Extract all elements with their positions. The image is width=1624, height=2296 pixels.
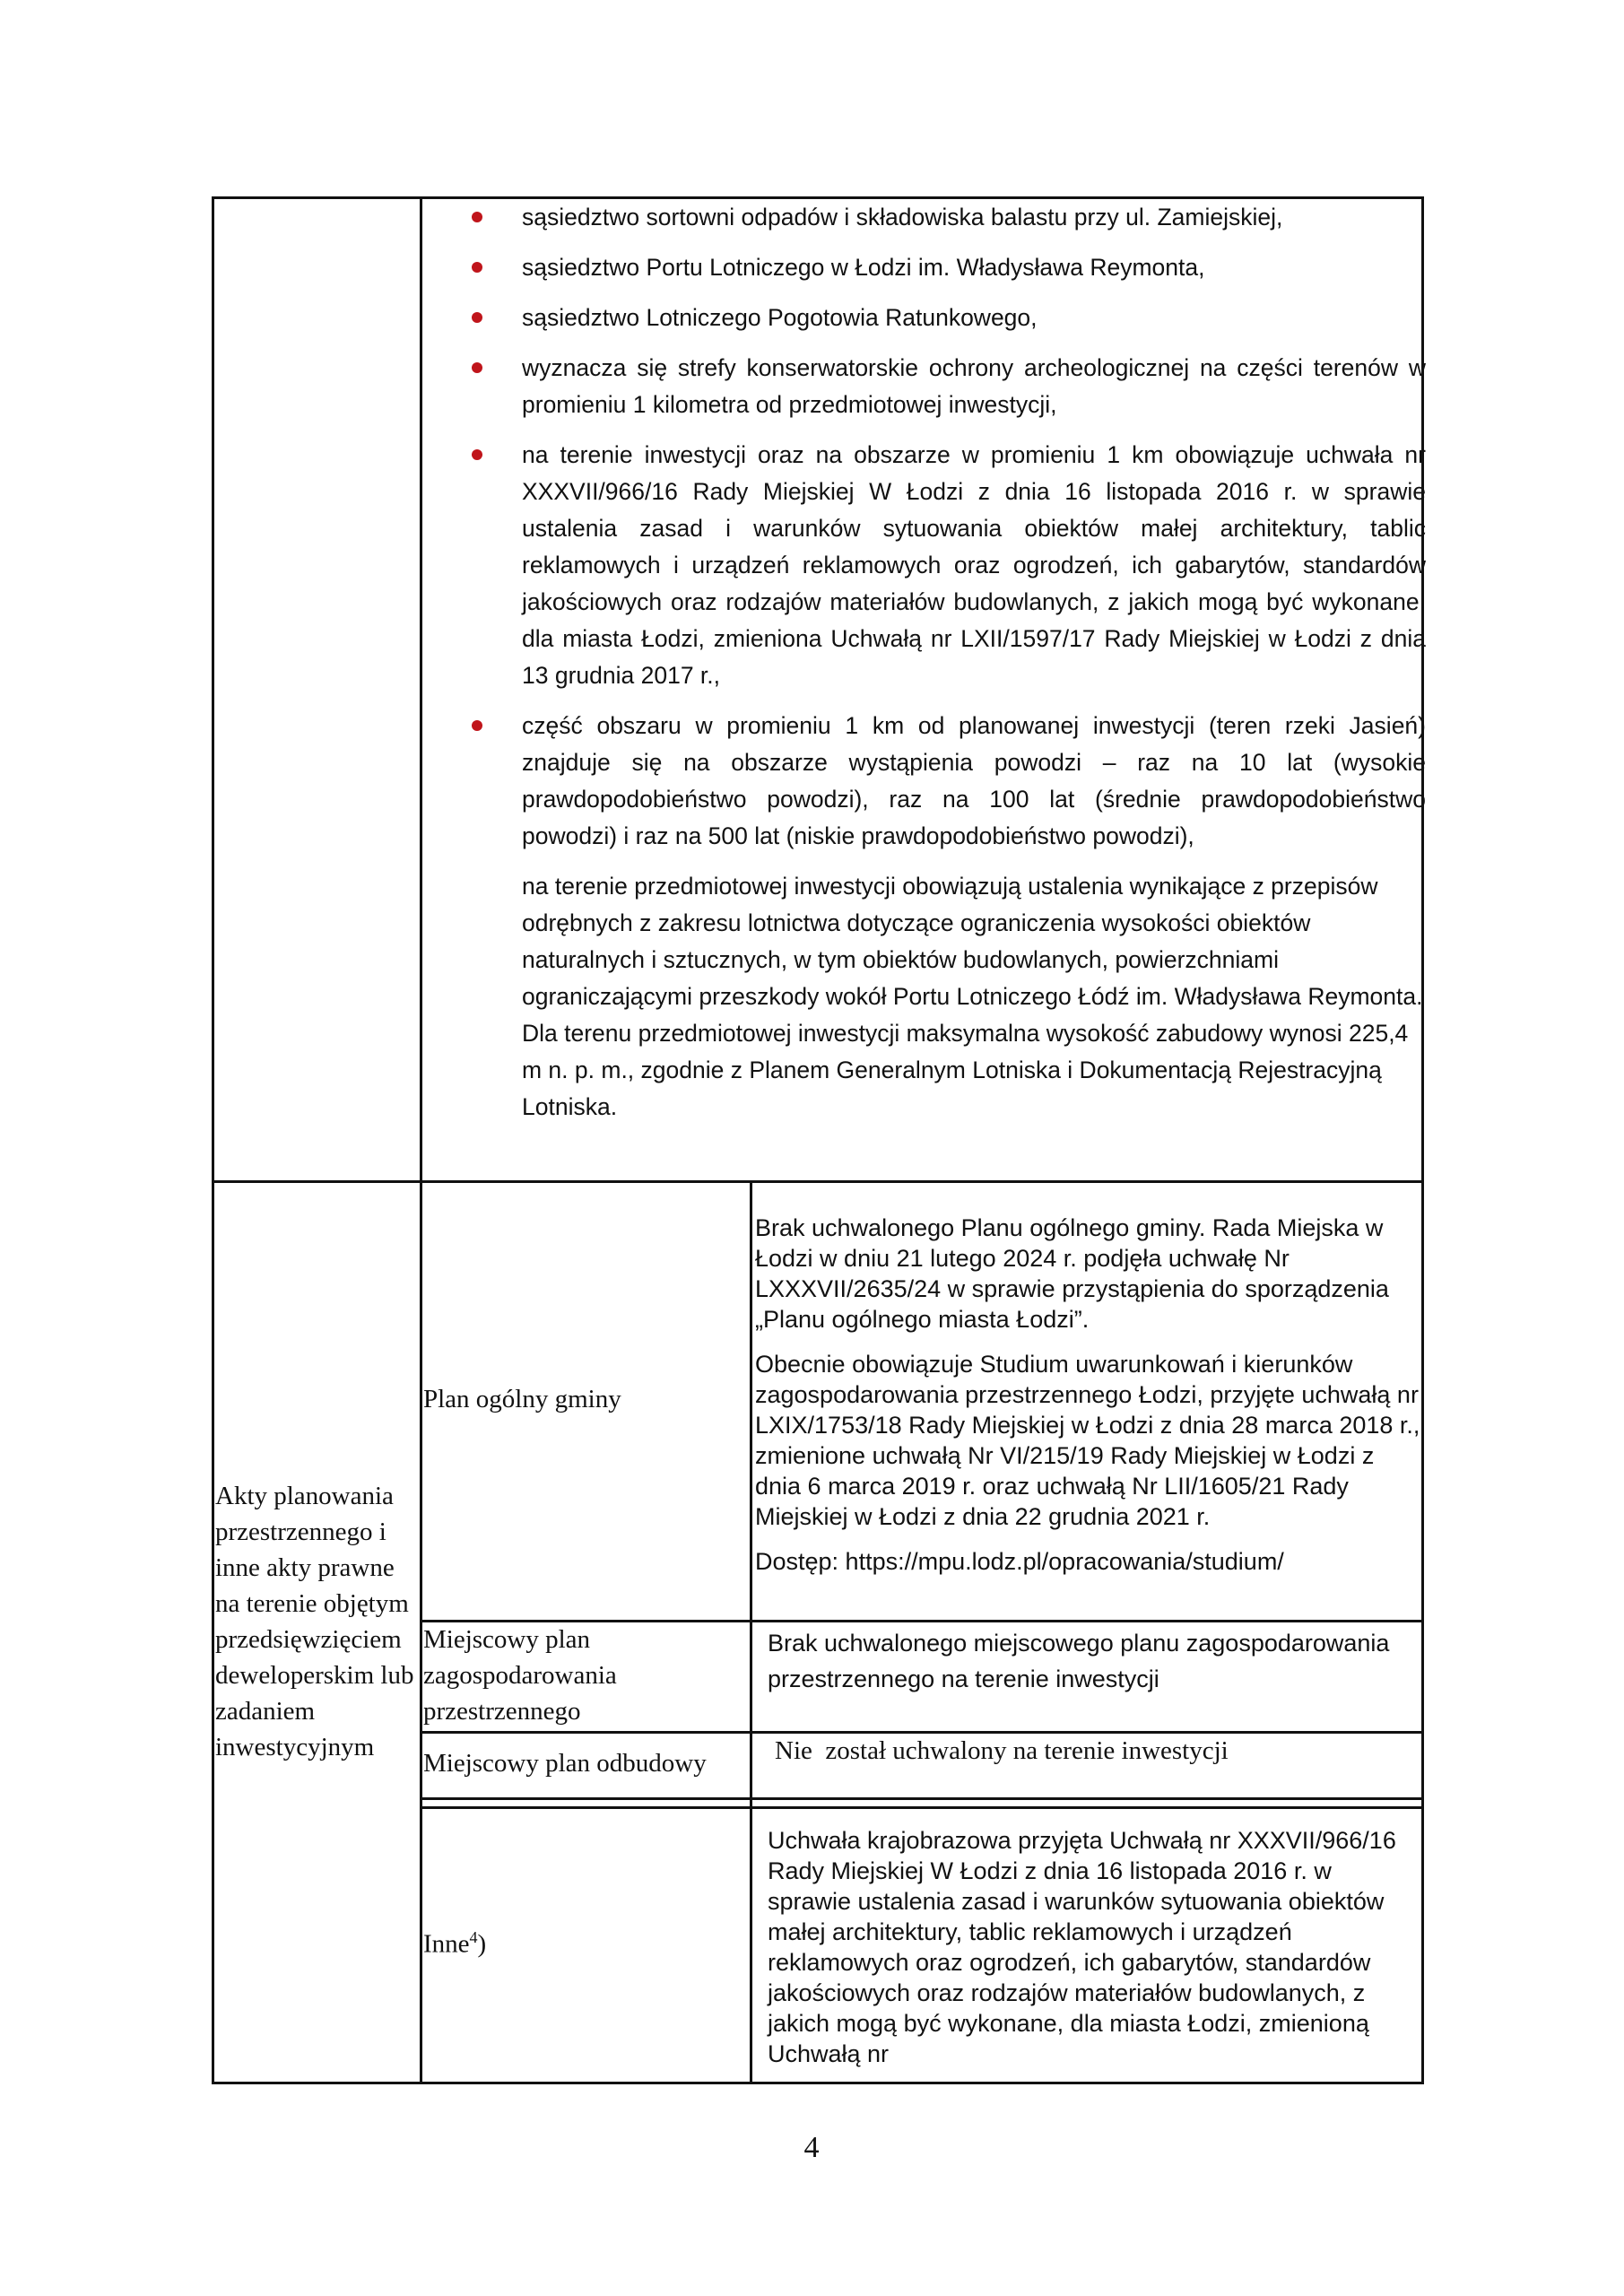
section-label: Akty planowania przestrzennego i inne akty prawne na terenie objętym przedsięwzięciem deweloperskim lub zadaniem inwestycyjnym [215,1482,414,1761]
list-item: sąsiedztwo Portu Lotniczego w Łodzi im. Władysława Reymonta, [421,249,1426,286]
row-divider-inne-top [420,1806,1424,1809]
page-number: 4 [803,2131,820,2164]
list-item: sąsiedztwo sortowni odpadów i składowiska balastu przy ul. Zamiejskiej, [421,199,1426,236]
table-left-border [212,196,214,2084]
table-bottom-border [212,2082,1424,2084]
list-item: sąsiedztwo Lotniczego Pogotowia Ratunkowego, [421,300,1426,336]
bullet-icon [472,362,482,373]
row-divider-top-section [212,1180,1424,1183]
plan-ogolny-text-2: Obecnie obowiązuje Studium uwarunkowań i kierunków zagospodarowania przestrzennego Łodzi, przyjęte uchwałą nr LXIX/1753/18 Rady Miejskiej w Łodzi z dnia 28 marca 2018 r., zmienione uchwałą Nr VI/215/19 Rady Miejskiej w Łodzi z dnia 6 marca 2019 r. oraz uchwałą Nr LII/1605/21 Rady Miejskiej w Łodzi z dnia 22 grudnia 2021 r. [755,1351,1420,1530]
bullet-icon [472,312,482,323]
miejscowy-plan-content: Brak uchwalonego miejscowego planu zagospodarowania przestrzennego na terenie inwestycji [768,1630,1390,1692]
bullet-icon [472,449,482,460]
row-divider-plan-odbudowy [420,1797,1424,1800]
column-divider-2 [750,1180,752,2084]
miejscowy-plan-label: Miejscowy plan zagospodarowania przestrzennego [423,1625,617,1726]
conditions-bullet-list [421,199,1426,1139]
list-item: na terenie inwestycji oraz na obszarze w promieniu 1 km obowiązuje uchwała nr XXXVII/966/16 Rady Miejskiej W Łodzi z dnia 16 listopada 2016 r. w sprawie ustalenia zasad i warunków sytuowania obiektów małej architektury, tablic reklamowych i urządzeń reklamowych oraz ogrodzeń, ich gabarytów, standardów jakościowych oraz rodzajów materiałów budowlanych, z jakich mogą być wykonane, dla miasta Łodzi, zmieniona Uchwałą nr LXII/1597/17 Rady Miejskiej w Łodzi z dnia 13 grudnia 2017 r., [421,437,1426,694]
bullet-icon [472,212,482,222]
plan-odbudowy-label: Miejscowy plan odbudowy [423,1749,707,1778]
list-item-no-bullet: na terenie przedmiotowej inwestycji obowiązują ustalenia wynikające z przepisów odrębnych z zakresu lotnictwa dotyczące ograniczenia wysokości obiektów naturalnych i sztucznych, w tym obiektów budowlanych, powierzchniami ograniczającymi przeszkody wokół Portu Lotniczego Łódź im. Władysława Reymonta. Dla terenu przedmiotowej inwestycji maksymalna wysokość zabudowy wynosi 225,4 m n. p. m., zgodnie z Planem Generalnym Lotniska i Dokumentacją Rejestracyjną Lotniska. [522,873,1423,1120]
inne-content: Uchwała krajobrazowa przyjęta Uchwałą nr XXXVII/966/16 Rady Miejskiej W Łodzi z dnia 16 listopada 2016 r. w sprawie ustalenia zasad i warunków sytuowania obiektów małej architektury, tablic reklamowych i urządzeń reklamowych oraz ogrodzeń, ich gabarytów, standardów jakościowych oraz rodzajów materiałów budowlanych, z jakich mogą być wykonane, dla miasta Łodzi, zmienioną Uchwałą nr [768,1827,1396,2067]
inne-label: Inne$^4$) [423,1928,487,1959]
footnote-ref: 4 [469,1928,478,1946]
plan-odbudowy-content: Nie został uchwalony na terenie inwestycji [775,1736,1229,1765]
bullet-icon [472,720,482,731]
plan-ogolny-link[interactable]: Dostęp: https://mpu.lodz.pl/opracowania/studium/ [755,1548,1284,1575]
bullet-icon [472,262,482,273]
plan-ogolny-label: Plan ogólny gminy [423,1385,621,1413]
list-item: część obszaru w promieniu 1 km od planowanej inwestycji (teren rzeki Jasień) znajduje się na obszarze wystąpienia powodzi – raz na 10 lat (wysokie prawdopodobieństwo powodzi), raz na 100 lat (średnie prawdopodobieństwo powodzi) i raz na 500 lat (niskie prawdopodobieństwo powodzi), [421,708,1426,855]
list-item: wyznacza się strefy konserwatorskie ochrony archeologicznej na części terenów w promieniu 1 kilometra od przedmiotowej inwestycji, [421,350,1426,423]
plan-ogolny-text-1: Brak uchwalonego Planu ogólnego gminy. Rada Miejska w Łodzi w dniu 21 lutego 2024 r. podjęła uchwałę Nr LXXXVII/2635/24 w sprawie przystąpienia do sporządzenia „Planu ogólnego miasta Łodzi”. [755,1214,1389,1333]
plan-ogolny-content [755,1213,1420,1577]
